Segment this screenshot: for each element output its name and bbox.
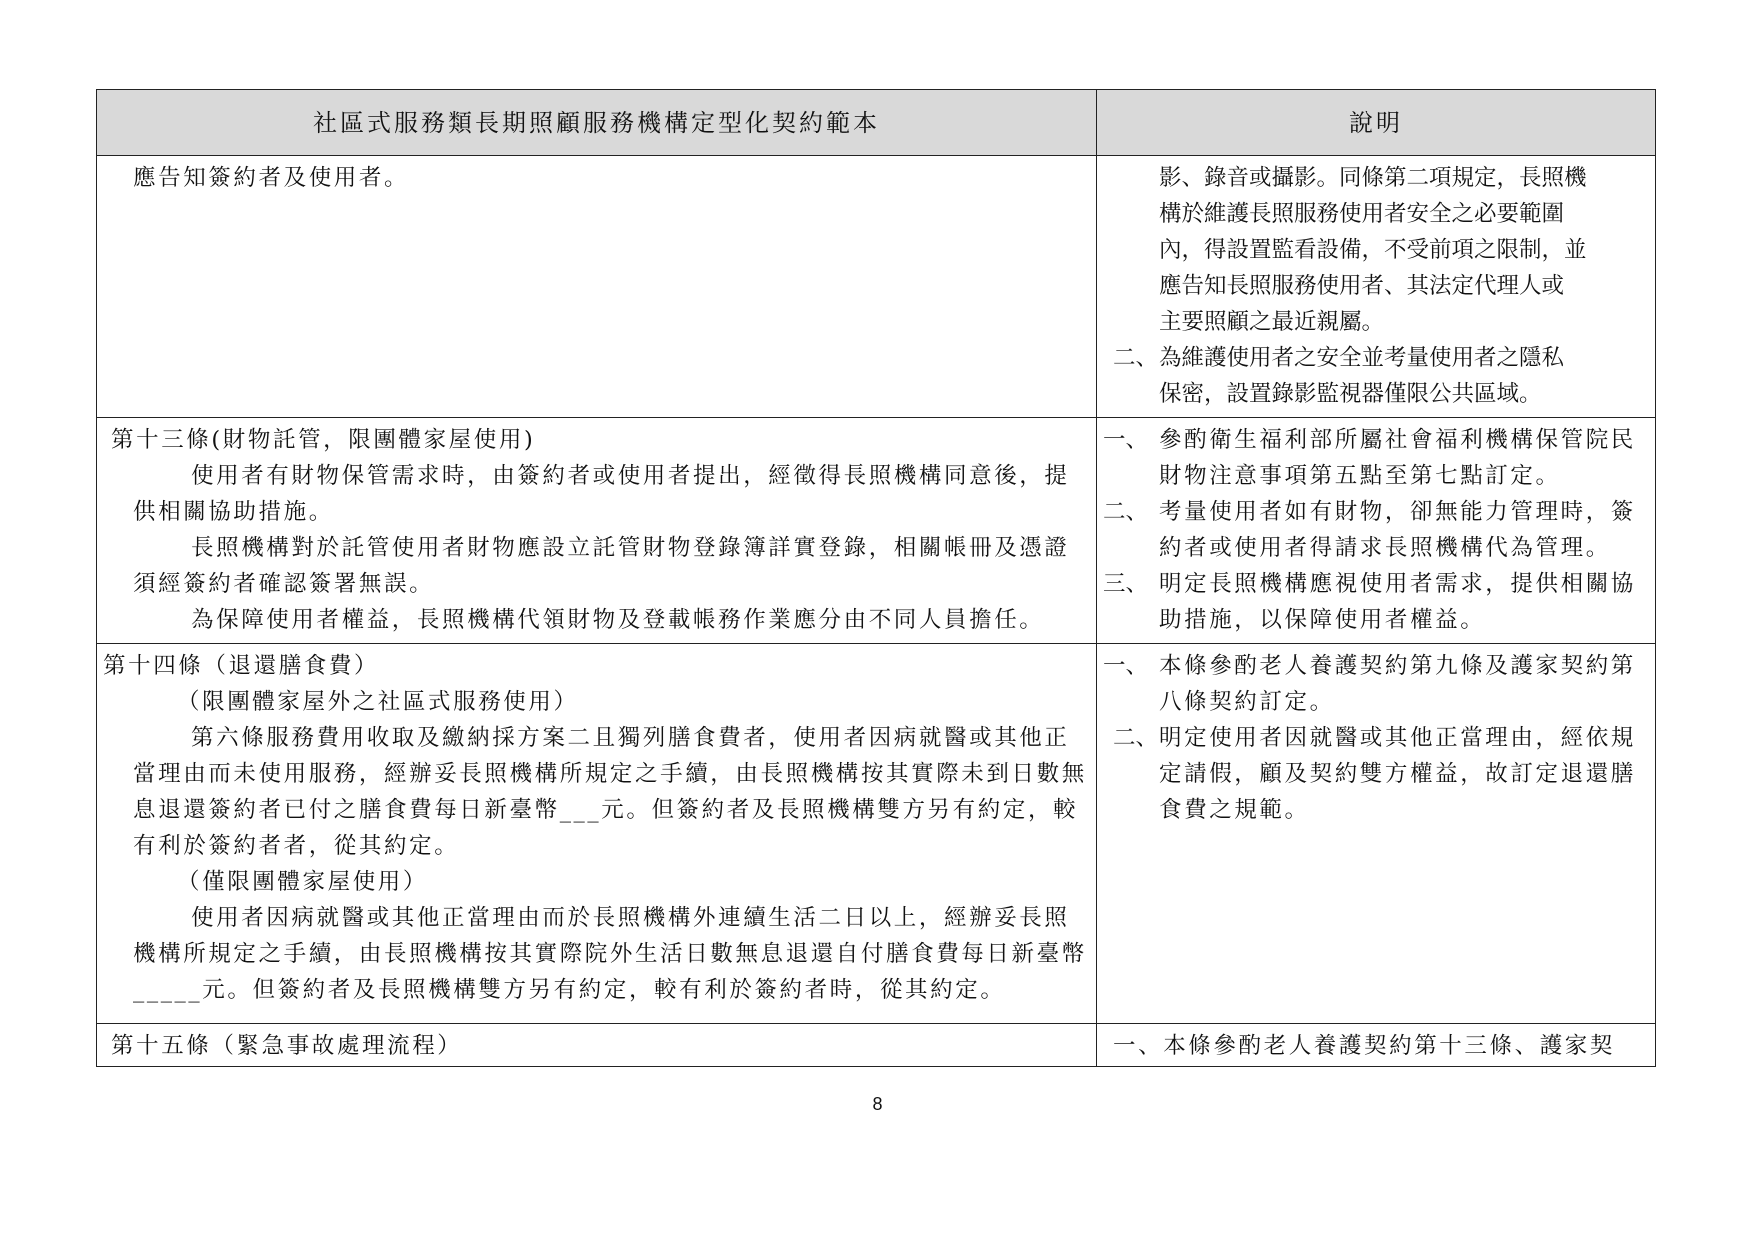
explanation-item — [1097, 720, 1655, 828]
explanation-item — [1097, 422, 1655, 494]
contract-paragraph: 為保障使用者權益，長照機構代領財物及登載帳務作業應分由不同人員擔任。 — [191, 607, 1045, 633]
explanation-line: 內，得設置監看設備，不受前項之限制，並 — [1159, 237, 1587, 263]
contract-cell — [97, 644, 1097, 1024]
explanation-cell — [1097, 644, 1656, 1024]
explanation-cell — [1097, 418, 1656, 644]
page-number: 8 — [872, 1094, 883, 1114]
contract-cell — [97, 156, 1097, 418]
item-text: 參酌衛生福利部所屬社會福利機構保管院民財物注意事項第五點至第七點訂定。 — [1159, 427, 1636, 489]
item-number: 一、 — [1103, 653, 1149, 679]
item-text: 本條參酌老人養護契約第九條及護家契約第八條契約訂定。 — [1159, 653, 1636, 715]
explanation-line: 一、本條參酌老人養護契約第十三條、護家契 — [1113, 1033, 1616, 1059]
explanation-line: 構於維護長照服務使用者安全之必要範圍 — [1159, 201, 1565, 227]
item-text: 為維護使用者之安全並考量使用者之隱私 — [1159, 345, 1565, 371]
article-title: 第十三條(財物託管，限團體家屋使用) — [111, 427, 536, 453]
article-title: 第十四條（退還膳食費） — [103, 653, 380, 679]
contract-cell — [97, 418, 1097, 644]
table-row — [97, 1024, 1656, 1067]
section-subtitle: （僅限團體家屋使用） — [177, 869, 429, 895]
item-number: 一、 — [1103, 427, 1149, 453]
contract-comparison-table — [96, 89, 1656, 1067]
item-text: 明定使用者因就醫或其他正當理由，經依規定請假，顧及契約雙方權益，故訂定退還膳食費之規範。 — [1159, 725, 1636, 823]
contract-paragraph: 長照機構對於託管使用者財物應設立託管財物登錄簿詳實登錄，相關帳冊及憑證須經簽約者確認簽署無誤。 — [133, 535, 1070, 597]
explanation-line: 應告知長照服務使用者、其法定代理人或 — [1159, 273, 1565, 299]
article-title: 第十五條（緊急事故處理流程） — [111, 1033, 463, 1059]
item-number: 三、 — [1103, 571, 1149, 597]
item-number: 二、 — [1103, 499, 1149, 525]
explanation-item — [1097, 648, 1655, 720]
header-contract-column: 社區式服務類長期照顧服務機構定型化契約範本 — [97, 90, 1097, 156]
table-header-row — [97, 90, 1656, 156]
contract-text: 應告知簽約者及使用者。 — [133, 165, 410, 191]
item-text: 考量使用者如有財物，卻無能力管理時，簽約者或使用者得請求長照機構代為管理。 — [1159, 499, 1636, 561]
contract-paragraph: 使用者有財物保管需求時，由簽約者或使用者提出，經徵得長照機構同意後，提供相關協助措施。 — [133, 463, 1070, 525]
explanation-item — [1097, 340, 1655, 412]
item-number: 二、 — [1113, 725, 1159, 751]
table-row — [97, 418, 1656, 644]
item-text: 明定長照機構應視使用者需求，提供相關協助措施，以保障使用者權益。 — [1159, 571, 1636, 633]
item-text: 保密，設置錄影監視器僅限公共區域。 — [1159, 381, 1542, 407]
contract-paragraph: 使用者因病就醫或其他正當理由而於長照機構外連續生活二日以上，經辦妥長照機構所規定之手續，由長照機構按其實際院外生活日數無息退還自付膳食費每日新臺幣_____元。但簽約者及長照機構雙方另有約定，較有利於簽約者時，從其約定。 — [133, 905, 1087, 1003]
contract-paragraph: 第六條服務費用收取及繳納採方案二且獨列膳食費者，使用者因病就醫或其他正當理由而未使用服務，經辦妥長照機構所規定之手續，由長照機構按其實際未到日數無息退還簽約者已付之膳食費每日新臺幣___元。但簽約者及長照機構雙方另有約定，較有利於簽約者者，從其約定。 — [133, 725, 1087, 859]
header-explanation-column: 說明 — [1097, 90, 1656, 156]
explanation-line: 影、錄音或攝影。同條第二項規定，長照機 — [1159, 165, 1587, 191]
explanation-item — [1097, 494, 1655, 566]
table-row — [97, 156, 1656, 418]
explanation-cell — [1097, 156, 1656, 418]
explanation-item — [1097, 566, 1655, 638]
contract-cell — [97, 1024, 1097, 1067]
explanation-line: 主要照顧之最近親屬。 — [1159, 309, 1385, 335]
table-row — [97, 644, 1656, 1024]
section-subtitle: （限團體家屋外之社區式服務使用） — [177, 689, 579, 715]
item-number: 二、 — [1113, 345, 1159, 371]
explanation-cell — [1097, 1024, 1656, 1067]
